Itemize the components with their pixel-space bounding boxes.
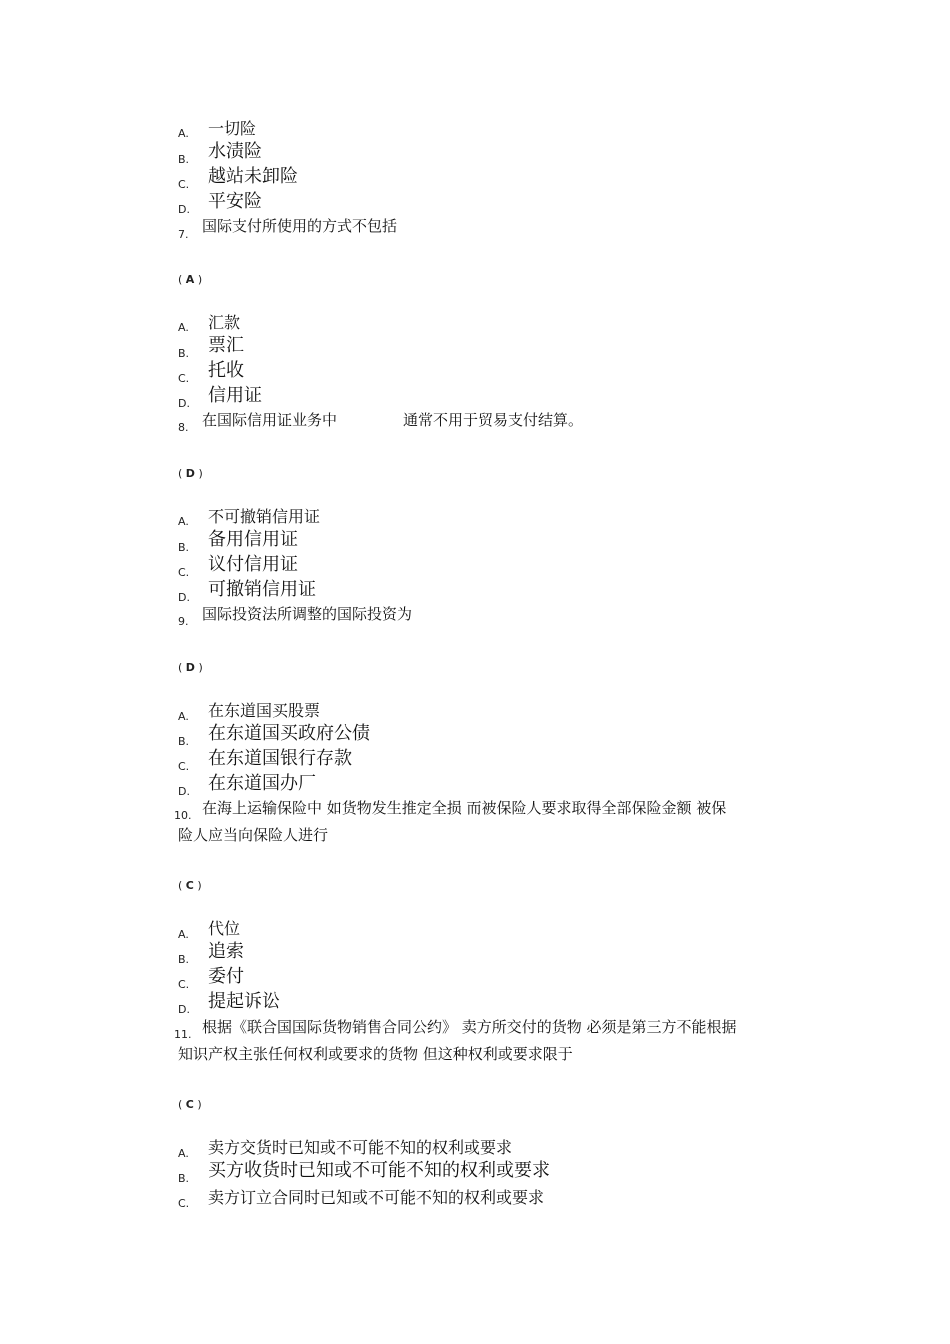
q9-option-c-text: 在东道国银行存款: [208, 748, 352, 769]
q8-option-a-letter: A.: [178, 515, 189, 528]
q8-option-b-letter: B.: [178, 541, 190, 554]
q9-option-a-letter: A.: [178, 710, 189, 723]
q9-option-b-text: 在东道国买政府公债: [208, 723, 370, 744]
q10-option-c-text: 委付: [208, 966, 244, 987]
q10-option-d-letter: D.: [178, 1003, 190, 1016]
q11-answer: ( C ): [178, 1098, 202, 1111]
q9-option-d-letter: D.: [178, 785, 190, 798]
q11-option-a-text: 卖方交货时已知或不可能不知的权利或要求: [208, 1138, 513, 1157]
q8-option-a-text: 不可撤销信用证: [208, 507, 321, 526]
q6-option-c-letter: C.: [178, 178, 190, 191]
q10-option-c-letter: C.: [178, 978, 190, 991]
q7-option-a-letter: A.: [178, 321, 189, 334]
q8-option-c-text: 议付信用证: [208, 554, 298, 575]
q7-option-c-text: 托收: [208, 360, 244, 381]
q7-option-b-text: 票汇: [208, 335, 244, 356]
q11-question-text-line1: 根据《联合国国际货物销售合同公约》 卖方所交付的货物 必须是第三方不能根据: [202, 1018, 737, 1036]
q6-option-d-text: 平安险: [208, 191, 262, 212]
q6-option-b-letter: B.: [178, 153, 190, 166]
q9-option-d-text: 在东道国办厂: [208, 773, 316, 794]
q6-option-d-letter: D.: [178, 203, 190, 216]
q8-option-c-letter: C.: [178, 566, 190, 579]
q9-option-b-letter: B.: [178, 735, 190, 748]
q7-answer: ( A ): [178, 273, 203, 286]
q10-answer: ( C ): [178, 879, 202, 892]
q10-option-b-text: 追索: [208, 941, 244, 962]
q11-number: 11.: [174, 1028, 192, 1041]
q11-option-c-letter: C.: [178, 1197, 190, 1210]
q7-number: 7.: [178, 228, 189, 241]
q10-option-b-letter: B.: [178, 953, 190, 966]
q11-option-b-text: 买方收货时已知或不可能不知的权利或要求: [208, 1160, 550, 1181]
q9-option-c-letter: C.: [178, 760, 190, 773]
q8-option-d-letter: D.: [178, 591, 190, 604]
q7-option-c-letter: C.: [178, 372, 190, 385]
q11-option-b-letter: B.: [178, 1172, 190, 1185]
q11-question-text-line2: 知识产权主张任何权利或要求的货物 但这种权利或要求限于: [178, 1045, 573, 1063]
q10-option-a-letter: A.: [178, 928, 189, 941]
q7-option-d-text: 信用证: [208, 385, 262, 406]
q10-option-a-text: 代位: [208, 919, 241, 938]
q7-option-b-letter: B.: [178, 347, 190, 360]
q10-question-text-line1: 在海上运输保险中 如货物发生推定全损 而被保险人要求取得全部保险金额 被保: [202, 799, 727, 817]
q10-number: 10.: [174, 809, 192, 822]
q8-question-text-part2: 通常不用于贸易支付结算。: [403, 411, 584, 429]
q6-option-a-letter: A.: [178, 127, 189, 140]
q8-question-text-part1: 在国际信用证业务中: [202, 411, 338, 429]
q7-option-a-text: 汇款: [208, 313, 241, 332]
q8-number: 8.: [178, 421, 189, 434]
q9-option-a-text: 在东道国买股票: [208, 701, 321, 720]
q9-answer: ( D ): [178, 661, 203, 674]
q11-option-c-text: 卖方订立合同时已知或不可能不知的权利或要求: [208, 1188, 545, 1207]
q6-option-b-text: 水渍险: [208, 141, 262, 162]
q10-question-text-line2: 险人应当向保险人进行: [178, 826, 329, 844]
q9-number: 9.: [178, 615, 189, 628]
q10-option-d-text: 提起诉讼: [208, 991, 280, 1012]
q6-option-a-text: 一切险: [208, 119, 257, 138]
q8-answer: ( D ): [178, 467, 203, 480]
q7-question-text: 国际支付所使用的方式不包括: [202, 217, 398, 235]
q11-option-a-letter: A.: [178, 1147, 189, 1160]
q8-option-d-text: 可撤销信用证: [208, 579, 316, 600]
q9-question-text: 国际投资法所调整的国际投资为: [202, 605, 413, 623]
q8-option-b-text: 备用信用证: [208, 529, 298, 550]
q6-option-c-text: 越站未卸险: [208, 166, 298, 187]
q7-option-d-letter: D.: [178, 397, 190, 410]
